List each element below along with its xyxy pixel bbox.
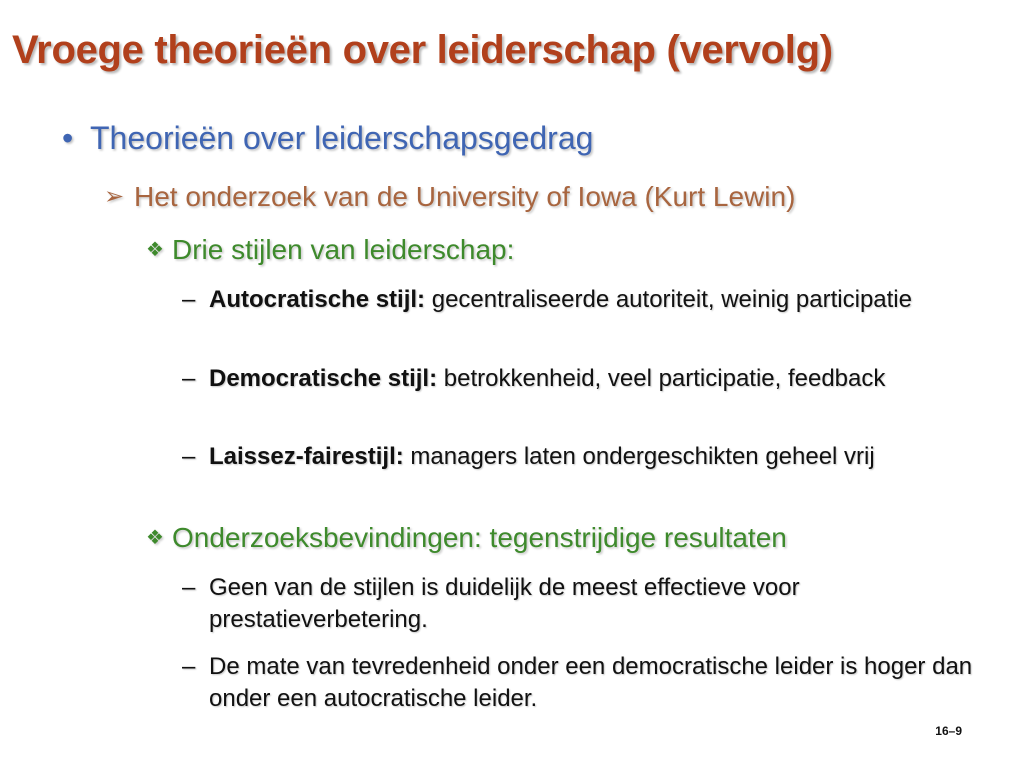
bullet-dot-icon: • bbox=[62, 120, 74, 156]
bullet-level3-findings bbox=[146, 522, 787, 554]
bullet-level2-text: Het onderzoek van de University of Iowa (Kurt Lewin) bbox=[134, 181, 796, 212]
page-number: 16–9 bbox=[935, 724, 962, 738]
style-desc: managers laten ondergeschikten geheel vrij bbox=[410, 443, 875, 470]
bullet-level2 bbox=[104, 181, 795, 213]
bullet-level1 bbox=[62, 120, 593, 157]
diamond-bullet-icon: ❖ bbox=[146, 527, 164, 549]
dash-bullet: – bbox=[182, 365, 196, 392]
style-item bbox=[182, 363, 999, 395]
slide-title: Vroege theorieën over leiderschap (vervolg) bbox=[12, 28, 833, 72]
style-term: Laissez-fairestijl: bbox=[209, 443, 404, 470]
style-term: Democratische stijl: bbox=[209, 365, 438, 392]
finding-item bbox=[182, 572, 999, 636]
finding-text: De mate van tevredenheid onder een democratische leider is hoger dan onder een autocratische leider. bbox=[209, 653, 973, 712]
style-item bbox=[182, 284, 999, 316]
bullet-level3-text: Drie stijlen van leiderschap: bbox=[172, 234, 515, 265]
dash-bullet: – bbox=[182, 443, 196, 470]
bullet-level3-styles bbox=[146, 234, 514, 266]
finding-text: Geen van de stijlen is duidelijk de meest effectieve voor prestatieverbetering. bbox=[209, 574, 800, 633]
style-desc: betrokkenheid, veel participatie, feedback bbox=[443, 365, 886, 392]
bullet-level3-text: Onderzoeksbevindingen: tegenstrijdige resultaten bbox=[172, 522, 787, 553]
dash-bullet: – bbox=[182, 286, 196, 313]
finding-item bbox=[182, 651, 999, 715]
style-term: Autocratische stijl: bbox=[209, 286, 426, 313]
style-item bbox=[182, 441, 999, 473]
bullet-level1-text: Theorieën over leiderschapsgedrag bbox=[90, 120, 594, 156]
arrow-bullet-icon: ➢ bbox=[104, 183, 125, 210]
dash-bullet: – bbox=[182, 653, 196, 680]
style-desc: gecentraliseerde autoriteit, weinig participatie bbox=[431, 286, 912, 313]
diamond-bullet-icon: ❖ bbox=[146, 239, 164, 261]
dash-bullet: – bbox=[182, 574, 196, 601]
